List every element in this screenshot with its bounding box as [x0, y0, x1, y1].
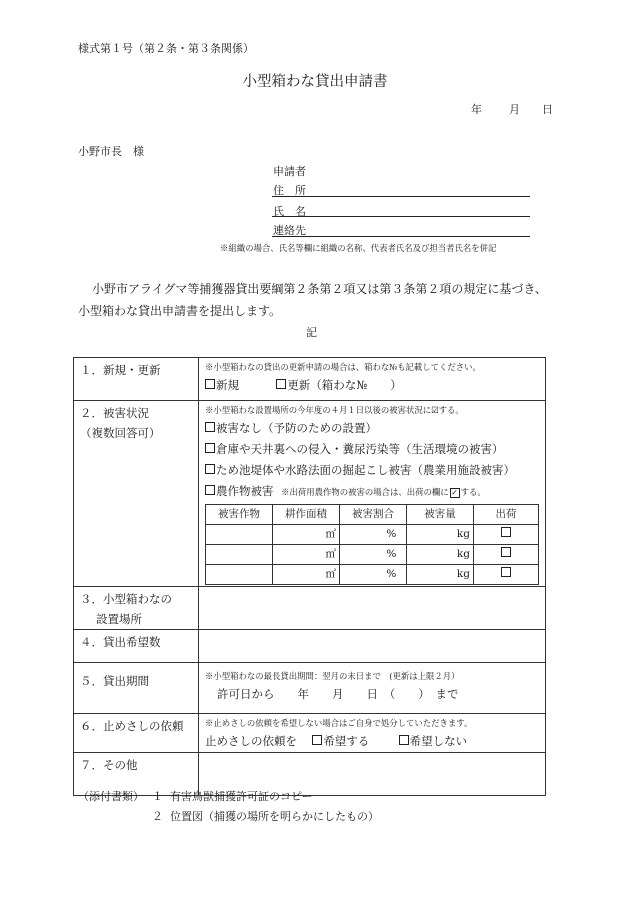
crop-note: ※出荷用農作物の被害の場合は、出荷の欄に [281, 487, 449, 497]
note-new-renew: ※小型箱わなの貸出の更新申請の場合は、箱わな№も記載してください。 [205, 362, 481, 372]
applicant-note: ※組織の場合、氏名等欄に組織の名称、代表者氏名及び担当者氏名を併記 [220, 243, 497, 253]
crop-note-tail: する。 [460, 487, 486, 497]
note-damage: ※小型箱わな設置場所の今年度の４月１日以後の被害状況に☑する。 [205, 405, 464, 415]
attachment-1-number: １ [152, 790, 163, 803]
row-damage [74, 401, 546, 587]
label-period: ５．貸出期間 [80, 674, 149, 688]
quantity-field[interactable] [199, 630, 546, 663]
checkbox-icon [276, 379, 286, 389]
crop-damage-table [205, 504, 539, 585]
date-day-label: 日 [542, 103, 553, 116]
ratio-cell[interactable]: % [340, 565, 407, 585]
page-title: 小型箱わな貸出申請書 [242, 74, 388, 90]
location-field[interactable] [199, 587, 546, 630]
checkbox-icon[interactable] [501, 547, 511, 557]
checkbox-icon [205, 485, 215, 495]
form-number: 様式第１号（第２条・第３条関係） [78, 42, 254, 55]
checkbox-icon [312, 735, 322, 745]
label-dispatch: ６．止めさしの依頼 [80, 719, 184, 733]
shipping-cell[interactable] [474, 525, 539, 545]
amount-cell[interactable]: kg [407, 545, 474, 565]
shipping-cell[interactable] [474, 565, 539, 585]
area-cell[interactable]: ㎡ [273, 525, 340, 545]
option-living-damage[interactable]: 倉庫や天井裏への侵入・糞尿汚染等（生活環境の被害） [205, 439, 545, 460]
checkbox-icon[interactable] [501, 527, 511, 537]
header-ratio: 被害割合 [340, 505, 407, 525]
option-dispatch-yes[interactable]: 希望する [312, 734, 369, 748]
note-dispatch: ※止めさしの依頼を希望しない場合はご自身で処分していただきます。 [205, 718, 473, 728]
date-year-label: 年 [471, 103, 482, 116]
contact-label: 連絡先 [273, 224, 306, 237]
checkbox-icon [205, 422, 215, 432]
checkbox-icon[interactable] [501, 567, 511, 577]
header-crop: 被害作物 [206, 505, 273, 525]
label-damage-multi: （複数回答可） [80, 426, 161, 440]
ki-heading: 記 [306, 326, 317, 339]
label-location-2: 設置場所 [96, 612, 142, 626]
applicant-heading: 申請者 [273, 165, 306, 178]
header-shipping: 出荷 [474, 505, 539, 525]
crop-name-cell[interactable] [206, 565, 273, 585]
note-period: ※小型箱わなの最長貸出期間：翌月の末日まで (更新は上限２月） [205, 671, 460, 681]
dispatch-lead: 止めさしの依頼を [205, 734, 297, 748]
body-text-line-1: 小野市アライグマ等捕獲器貸出要綱第２条第２項又は第３条第２項の規定に基づき、 [92, 282, 547, 296]
checked-box-icon: ✓ [451, 488, 458, 497]
attachment-1: 有害鳥獣捕獲許可証のコピー [170, 790, 313, 803]
option-no-damage[interactable]: 被害なし（予防のための設置） [205, 418, 545, 439]
option-crop-damage[interactable]: 農作物被害 ※出荷用農作物の被害の場合は、出荷の欄に ✓ する。 [205, 481, 545, 503]
row-new-renew [74, 358, 546, 401]
attachment-2: 位置図（捕獲の場所を明らかにしたもの） [170, 810, 379, 823]
area-cell[interactable]: ㎡ [273, 545, 340, 565]
period-field[interactable]: 許可日から 年 月 日 （ ） まで [217, 687, 459, 701]
label-damage: ２．被害状況 [80, 406, 149, 420]
area-cell[interactable]: ㎡ [273, 565, 340, 585]
option-new[interactable]: 新規 [205, 378, 239, 392]
amount-cell[interactable]: kg [407, 525, 474, 545]
crop-row [206, 525, 539, 545]
label-other: ７．その他 [80, 758, 138, 772]
row-dispatch [74, 714, 546, 753]
option-facility-damage[interactable]: ため池堤体や水路法面の掘起こし被害（農業用施設被害） [205, 460, 545, 481]
row-quantity [74, 630, 546, 663]
checkbox-icon [399, 735, 409, 745]
checkbox-icon [205, 379, 215, 389]
ratio-cell[interactable]: % [340, 545, 407, 565]
body-text-line-2: 小型箱わな貸出申請書を提出します。 [78, 304, 282, 318]
checkbox-icon [205, 464, 215, 474]
addressee: 小野市長 様 [78, 145, 144, 158]
amount-cell[interactable]: kg [407, 565, 474, 585]
crop-row [206, 565, 539, 585]
attachments-label: （添付書類） [78, 790, 144, 803]
header-area: 耕作面積 [273, 505, 340, 525]
date-month-label: 月 [509, 103, 520, 116]
application-table [73, 357, 546, 796]
address-label: 住 所 [273, 184, 306, 197]
name-label: 氏 名 [273, 205, 306, 218]
name-field[interactable] [272, 216, 530, 217]
address-field[interactable] [272, 196, 530, 197]
option-dispatch-no[interactable]: 希望しない [399, 734, 468, 748]
checkbox-icon [205, 443, 215, 453]
crop-name-cell[interactable] [206, 545, 273, 565]
crop-name-cell[interactable] [206, 525, 273, 545]
contact-field[interactable] [272, 236, 530, 237]
attachment-2-number: ２ [152, 810, 163, 823]
label-quantity: ４．貸出希望数 [80, 635, 161, 649]
row-location [74, 587, 546, 630]
option-renew[interactable]: 更新（箱わな№ ） [276, 378, 401, 392]
label-location: ３．小型箱わなの [80, 592, 172, 606]
crop-row [206, 545, 539, 565]
label-new-renew: １．新規・更新 [80, 363, 161, 377]
header-amount: 被害量 [407, 505, 474, 525]
ratio-cell[interactable]: % [340, 525, 407, 545]
shipping-cell[interactable] [474, 545, 539, 565]
row-period [74, 663, 546, 714]
